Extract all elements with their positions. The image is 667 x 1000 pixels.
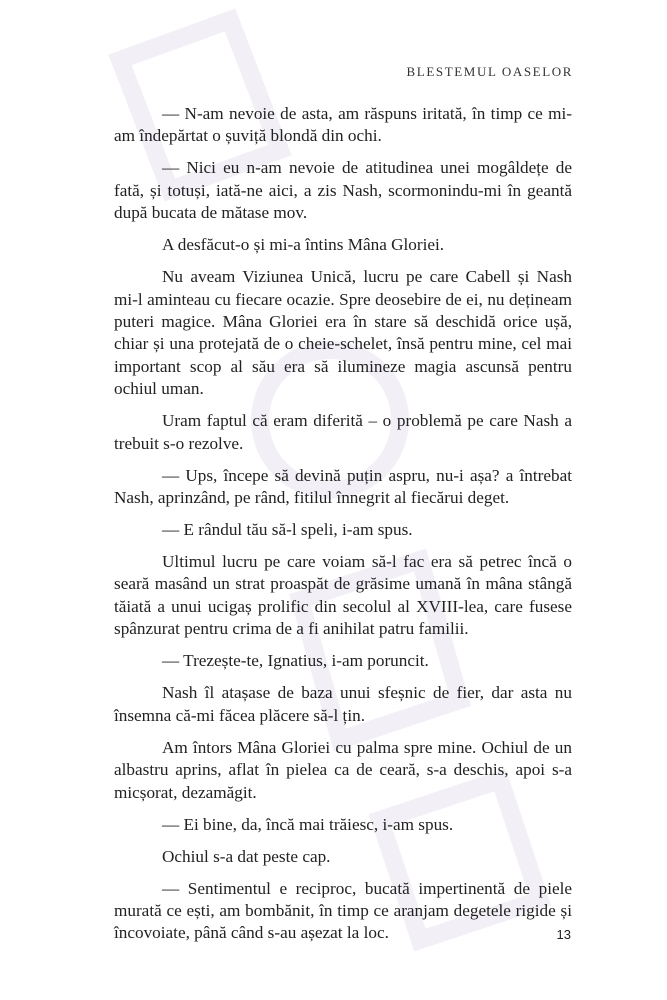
paragraph: — Nici eu n-am nevoie de atitudinea unei mogâldețe de fată, și totuși, iată-ne aici, a zis Nash, scormonindu-mi în geantă după bucata de mătase mov. [114, 158, 572, 223]
paragraph: — Ei bine, da, încă mai trăiesc, i-am spus. [162, 814, 454, 834]
paragraph: — Sentimentul e reciproc, bucată impertinentă de piele murată ce ești, am bombănit, în timp ce aranjam degetele rigide și încovoiate, până când s-au așezat la loc. [114, 878, 572, 943]
paragraph: Uram faptul că eram diferită – o problemă pe care Nash a trebuit s-o rezolve. [114, 411, 572, 453]
paragraph: A desfăcut-o și mi-a întins Mâna Gloriei. [162, 235, 445, 255]
body-text [114, 103, 572, 954]
paragraph: Am întors Mâna Gloriei cu palma spre mine. Ochiul de un albastru aprins, aflat în pielea ca de ceară, s-a deschis, apoi s-a micșorat, dezamăgit. [114, 737, 572, 802]
paragraph: — N-am nevoie de asta, am răspuns iritată, în timp ce mi-am îndepărtat o șuviță blondă din ochi. [114, 104, 572, 146]
paragraph: Nash îl atașase de baza unui sfeșnic de fier, dar asta nu însemna că-mi făcea plăcere să-l țin. [114, 683, 572, 725]
running-head-title: BLESTEMUL OASELOR [406, 64, 573, 79]
paragraph: — Ups, începe să devină puțin aspru, nu-i așa? a întrebat Nash, aprinzând, pe rând, fitilul înnegrit al fiecărui deget. [114, 465, 572, 508]
paragraph: Nu aveam Viziunea Unică, lucru pe care Cabell și Nash mi-l aminteau cu fiecare ocazie. Spre deosebire de ei, nu dețineam puteri magice. Mâna Gloriei era în stare să deschidă orice ușă, chiar și una protejată de o cheie-schelet, însă pentru mine, cel mai important scop al său era să ilumineze magia ascunsă pentru ochiul uman. [114, 267, 572, 399]
paragraph: Ochiul s-a dat peste cap. [162, 846, 331, 866]
paragraph: — E rândul tău să-l speli, i-am spus. [162, 520, 413, 540]
page-number: 13 [556, 927, 571, 942]
paragraph: — Trezește-te, Ignatius, i-am poruncit. [162, 651, 429, 671]
paragraph: Ultimul lucru pe care voiam să-l fac era să petrec încă o seară masând un strat proaspăt de grăsime umană în mâna stângă tăiată a unui ucigaș prolific din secolul al XVIII-lea, care fusese spânzurat pentru crima de a fi anihilat patru familii. [114, 552, 572, 639]
